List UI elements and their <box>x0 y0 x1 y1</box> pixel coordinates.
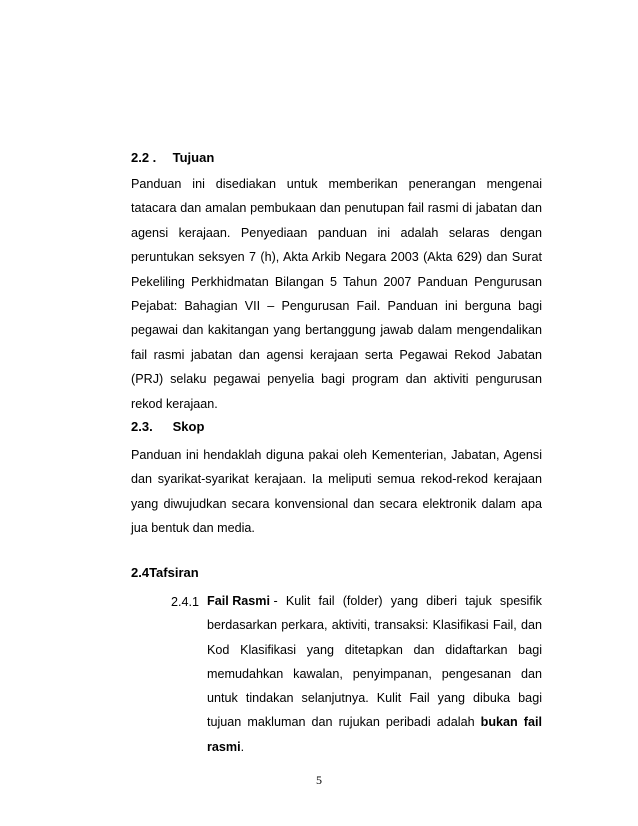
bold-phrase: rasmi <box>207 739 241 754</box>
definition-word: spesifik <box>499 594 542 608</box>
section-title: 2.4Tafsiran <box>131 565 199 580</box>
definition-line <box>207 710 542 734</box>
definition-term: Fail Rasmi <box>207 594 270 608</box>
definition-word: Kulit <box>285 594 311 608</box>
definition-word: tajuk <box>465 594 492 608</box>
definition-word: fail <box>318 594 335 608</box>
paragraph-line: rekod kerajaan. <box>131 396 218 411</box>
paragraph-line: fail rasmi jabatan dan agensi kerajaan serta Pegawai Rekod Jabatan <box>131 347 542 362</box>
section-title: Skop <box>172 419 205 434</box>
paragraph-line: (PRJ) selaku pegawai penyelia bagi program dan aktiviti pengurusan <box>131 372 542 387</box>
paragraph-line: yang diwujudkan secara konvensional dan secara elektronik dalam apa <box>131 496 542 511</box>
definition-word: (folder) <box>342 594 383 608</box>
definition-term-wrap <box>207 589 278 613</box>
definition-line-text: tujuan makluman dan rujukan peribadi adalah <box>207 715 481 730</box>
paragraph-line: Pekeliling Perkhidmatan Bilangan 5 Tahun 2007 Panduan Pengurusan <box>131 274 542 289</box>
definition-word: diberi <box>426 594 458 608</box>
definition-first-line <box>207 589 542 613</box>
section-title: Tujuan <box>172 150 215 165</box>
section-number: 2.2 . <box>131 150 157 165</box>
skop-paragraph <box>131 443 542 541</box>
section-number: 2.3. <box>131 419 153 434</box>
definition-line: memudahkan kawalan, penyimpanan, pengesanan dan <box>207 666 542 681</box>
definition-rest <box>207 589 542 759</box>
definition-separator: - <box>270 594 278 608</box>
paragraph-line: Panduan ini hendaklah diguna pakai oleh Kementerian, Jabatan, Agensi <box>131 448 542 462</box>
paragraph-line: Pejabat: Bahagian VII – Pengurusan Fail. Panduan ini berguna bagi <box>131 299 542 314</box>
definition-line: untuk tindakan selanjutnya. Kulit Fail yang dibuka bagi <box>207 691 542 706</box>
bold-phrase: bukan fail <box>480 715 542 730</box>
definition-number: 2.4.1 <box>171 595 200 609</box>
page-number: 5 <box>316 773 322 787</box>
end-punctuation: . <box>240 739 245 754</box>
paragraph-line: tatacara dan amalan pembukaan dan penutupan fail rasmi di jabatan dan <box>131 201 542 216</box>
paragraph-line: Panduan ini disediakan untuk memberikan penerangan mengenai <box>131 177 542 191</box>
section-heading-tafsiran <box>131 565 199 580</box>
definition-line: Kod Klasifikasi yang ditetapkan dan didaftarkan bagi <box>207 642 542 657</box>
definition-line: berdasarkan perkara, aktiviti, transaksi: Klasifikasi Fail, dan <box>207 618 542 633</box>
definition-line <box>207 735 542 759</box>
paragraph-line: jua bentuk dan media. <box>131 521 255 536</box>
definition-word: yang <box>390 594 419 608</box>
paragraph-line: dan syarikat-syarikat kerajaan. Ia meliputi semua rekod-rekod kerajaan <box>131 472 542 487</box>
section-heading-tujuan <box>131 150 214 165</box>
section-heading-skop <box>131 419 204 434</box>
paragraph-line: peruntukan seksyen 7 (h), Akta Arkib Negara 2003 (Akta 629) dan Surat <box>131 250 542 265</box>
paragraph-line: pegawai dan kakitangan yang bertanggung jawab dalam mengendalikan <box>131 323 542 338</box>
tujuan-paragraph <box>131 172 542 416</box>
paragraph-line: agensi kerajaan. Penyediaan panduan ini adalah selaras dengan <box>131 225 542 240</box>
definition-fail-rasmi <box>207 589 542 759</box>
